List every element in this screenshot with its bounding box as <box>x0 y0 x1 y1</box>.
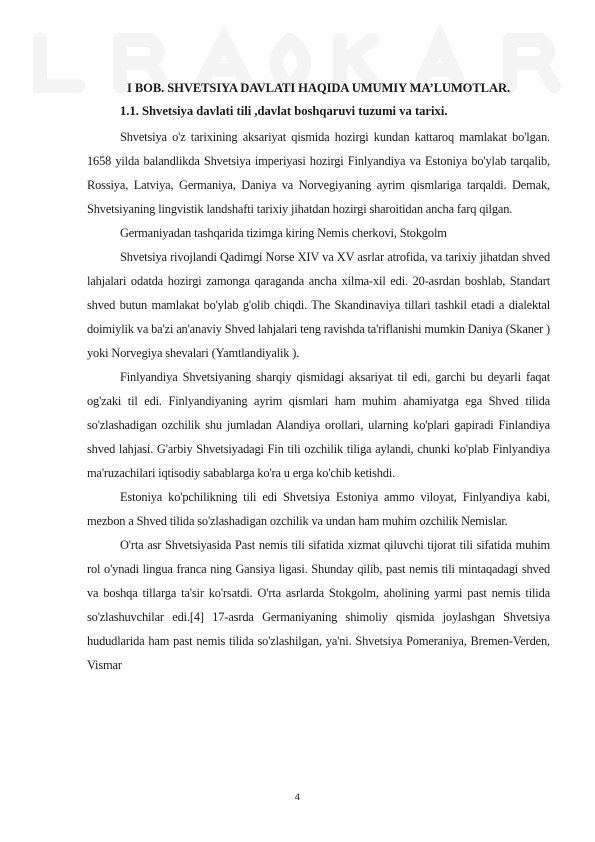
paragraph: Finlyandiya Shvetsiyaning sharqiy qismidagi aksariyat til edi, garchi bu deyarli faqat og'zaki til edi. Finlyandiyaning ayrim qismlari ham muhim ahamiyatga ega Shved tilida so'zlashadigan ozchilik shu jumladan Alandiya orollari, ularning ko'plari gapiradi Finlandiya shved lahjasi. G'arbiy Shvetsiyadagi Fin tili ozchilik tiliga aylandi, chunki ko'plab Finlyandiya ma'ruzachilari iqtisodiy sabablarga ko'ra u erga ko'chib ketishdi. <box>87 370 550 480</box>
document-body <box>87 78 550 677</box>
section-title: 1.1. Shvetsiya davlati tili ,davlat boshqaruvi tuzumi va tarixi. <box>120 104 448 118</box>
page-number: 4 <box>294 793 301 803</box>
paragraph: Shvetsiya rivojlandi Qadimgi Norse XIV va XV asrlar atrofida, va tarixiy jihatdan shved lahjalari odatda hozirgi zamonga qaraganda ancha xilma-xil edi. 20-asrdan boshlab, Standart shved butun mamlakat bo'ylab g'olib chiqdi. The Skandinaviya tillari tashkil etadi a dialektal doimiylik va ba'zi an'anaviy Shved lahjalari teng ravishda ta'riflanishi mumkin Daniya (Skaner ) yoki Norvegiya shevalari (Yamtlandiyalik ). <box>87 250 551 360</box>
paragraph: Shvetsiya o'z tarixining aksariyat qismida hozirgi kundan kattaroq mamlakat bo'lgan. 1658 yilda balandlikda Shvetsiya imperiyasi hozirgi Finlyandiya va Estoniya bo'ylab tarqalib, Rossiya, Latviya, Germaniya, Daniya va Norvegiyaning ayrim qismlariga tarqaldi. Demak, Shvetsiyaning lingvistik landshafti tarixiy jihatdan hozirgi sharoitidan ancha farq qilgan. <box>87 130 550 216</box>
paragraph: Germaniyadan tashqarida tizimga kiring Nemis cherkovi, Stokgolm <box>120 226 447 240</box>
paragraph: O'rta asr Shvetsiyasida Past nemis tili sifatida xizmat qiluvchi tijorat tili sifatida muhim rol o'ynadi lingua franca ning Gansiya ligasi. Shunday qilib, past nemis tili mintaqadagi shved va boshqa tillarga ta'sir ko'rsatdi. O'rta asrlarda Stokgolm, aholining yarmi past nemis tilida so'zlashuvchilar edi.[4] 17-asrda Germaniyaning shimoliy qismida joylashgan Shvetsiya hududlarida ham past nemis tilida so'zlashilgan, ya'ni. Shvetsiya Pomeraniya, Bremen-Verden, Vismar <box>87 538 550 672</box>
paragraph: Estoniya ko'pchilikning tili edi Shvetsiya Estoniya ammo viloyat, Finlyandiya kabi, mezbon a Shved tilida so'zlashadigan ozchilik va undan ham muhim ozchilik Nemislar. <box>87 490 550 528</box>
chapter-title: I BOB. SHVETSIYA DAVLATI HAQIDA UMUMIY MA’LUMOTLAR. <box>126 81 511 95</box>
